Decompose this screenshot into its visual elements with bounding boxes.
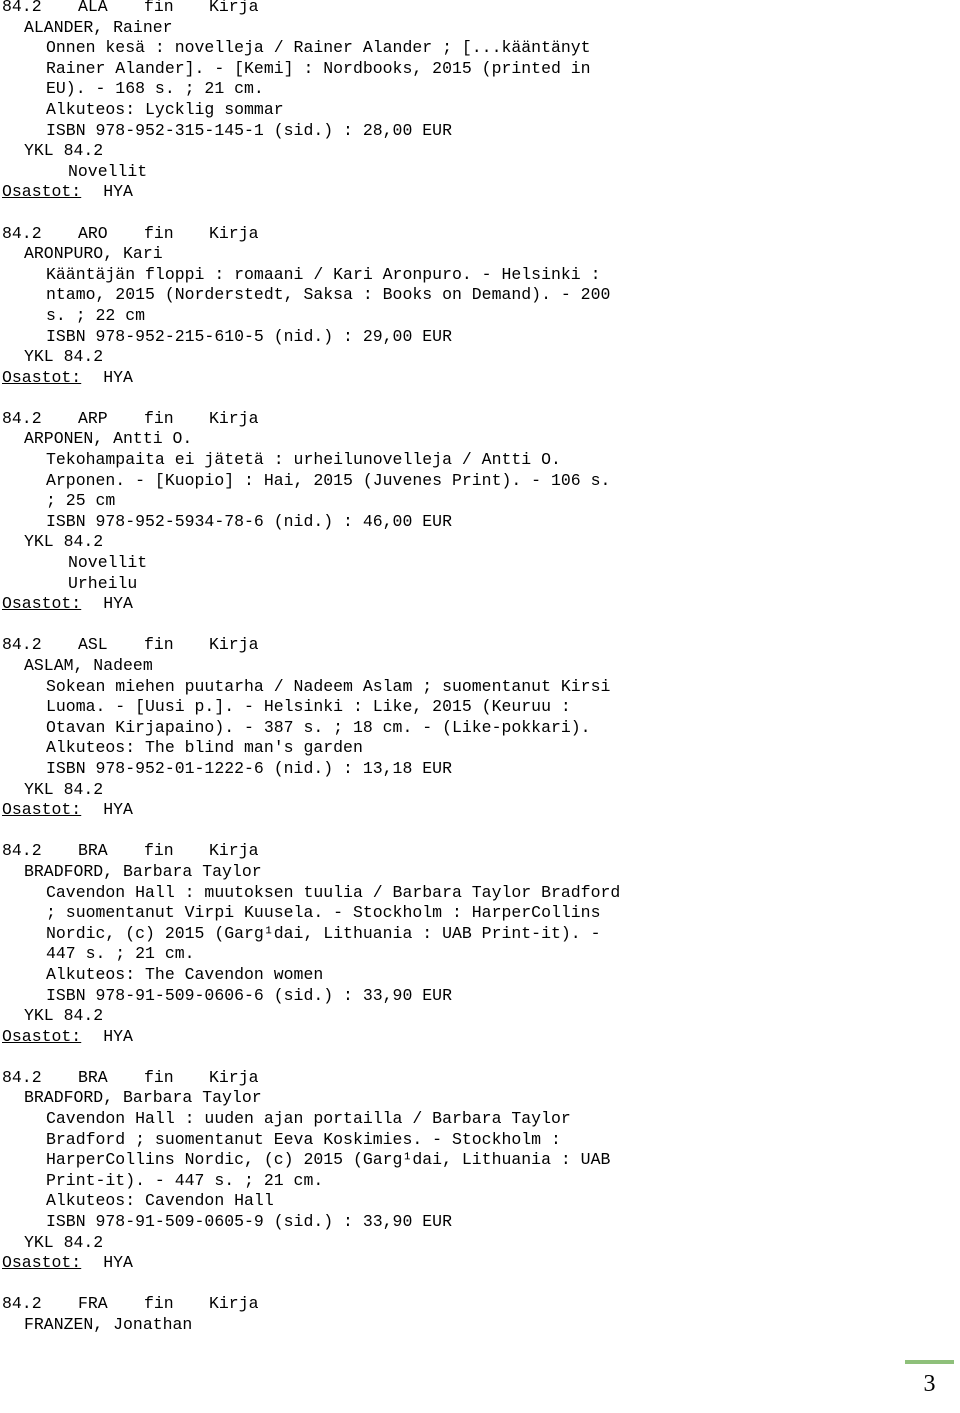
classification-code: 84.2	[2, 0, 42, 16]
entry-header	[2, 224, 942, 245]
description-line: Rainer Alander]. - [Kemi] : Nordbooks, 2015 (printed in	[46, 58, 591, 78]
subject-heading: Urheilu	[68, 573, 138, 593]
language-code: fin	[144, 1067, 174, 1087]
description-line: EU). - 168 s. ; 21 cm.	[46, 79, 264, 99]
entry-spacer	[2, 203, 942, 224]
description-line: s. ; 22 cm	[46, 305, 146, 325]
entry-spacer	[2, 1274, 942, 1295]
description-line: ISBN 978-952-5934-78-6 (nid.) : 46,00 EUR	[46, 511, 452, 531]
language-code: fin	[144, 408, 174, 428]
description-line: ; 25 cm	[46, 491, 116, 511]
material-type: Kirja	[209, 635, 259, 655]
description-line: ISBN 978-952-315-145-1 (sid.) : 28,00 EUR	[46, 120, 452, 140]
shelf-code: ARO	[78, 223, 108, 243]
description-line: Tekohampaita ei jätetä : urheilunovelleja / Antti O.	[46, 450, 561, 470]
description-line: ISBN 978-91-509-0605-9 (sid.) : 33,90 EUR	[46, 1212, 452, 1232]
author-name: ALANDER, Rainer	[24, 17, 173, 37]
classification-code: 84.2	[2, 635, 42, 655]
department-label: Osastot:	[2, 1253, 82, 1273]
classification-code: 84.2	[2, 1294, 42, 1314]
description-line: Cavendon Hall : uuden ajan portailla / Barbara Taylor	[46, 1109, 571, 1129]
department-value: HYA	[103, 594, 133, 614]
material-type: Kirja	[209, 841, 259, 861]
department-label: Osastot:	[2, 367, 82, 387]
entry-spacer	[2, 615, 942, 636]
ykl-class: YKL 84.2	[24, 532, 104, 552]
entry-header	[2, 635, 942, 656]
description-line: ntamo, 2015 (Norderstedt, Saksa : Books on Demand). - 200	[46, 285, 611, 305]
description-line: Arponen. - [Kuopio] : Hai, 2015 (Juvenes Print). - 106 s.	[46, 470, 611, 490]
entry-spacer	[2, 388, 942, 409]
shelf-code: ARP	[78, 408, 108, 428]
material-type: Kirja	[209, 1294, 259, 1314]
description-line: ISBN 978-91-509-0606-6 (sid.) : 33,90 EUR	[46, 985, 452, 1005]
material-type: Kirja	[209, 223, 259, 243]
catalog-entry	[2, 409, 942, 615]
language-code: fin	[144, 223, 174, 243]
language-code: fin	[144, 0, 174, 16]
description-line: Sokean miehen puutarha / Nadeem Aslam ; suomentanut Kirsi	[46, 676, 611, 696]
description-line: Cavendon Hall : muutoksen tuulia / Barbara Taylor Bradford	[46, 882, 621, 902]
description-line: Nordic, (c) 2015 (Garg¹dai, Lithuania : UAB Print-it). -	[46, 923, 601, 943]
description-line: Alkuteos: The Cavendon women	[46, 964, 324, 984]
ykl-class: YKL 84.2	[24, 1232, 104, 1252]
department-label: Osastot:	[2, 182, 82, 202]
description-line: ISBN 978-952-215-610-5 (nid.) : 29,00 EUR	[46, 326, 452, 346]
description-line: Onnen kesä : novelleja / Rainer Alander ; [...kääntänyt	[46, 38, 591, 58]
department-line	[2, 182, 942, 203]
description-line: Alkuteos: The blind man's garden	[46, 738, 363, 758]
ykl-class: YKL 84.2	[24, 1006, 104, 1026]
department-line	[2, 800, 942, 821]
description-line: HarperCollins Nordic, (c) 2015 (Garg¹dai, Lithuania : UAB	[46, 1150, 611, 1170]
description-line: ; suomentanut Virpi Kuusela. - Stockholm : HarperCollins	[46, 903, 601, 923]
department-value: HYA	[103, 1253, 133, 1273]
department-line	[2, 594, 942, 615]
author-name: ARPONEN, Antti O.	[24, 429, 193, 449]
entry-spacer	[2, 821, 942, 842]
author-name: FRANZEN, Jonathan	[24, 1315, 193, 1334]
department-label: Osastot:	[2, 1026, 82, 1046]
catalog-entry	[2, 1068, 942, 1274]
description-line: Luoma. - [Uusi p.]. - Helsinki : Like, 2015 (Keuruu :	[46, 697, 571, 717]
catalog-entry	[2, 0, 942, 203]
author-name: ASLAM, Nadeem	[24, 656, 153, 675]
shelf-code: ASL	[78, 635, 108, 655]
classification-code: 84.2	[2, 223, 42, 243]
shelf-code: BRA	[78, 1067, 108, 1087]
classification-code: 84.2	[2, 1067, 42, 1087]
department-label: Osastot:	[2, 800, 82, 820]
entry-spacer	[2, 1047, 942, 1068]
author-name: BRADFORD, Barbara Taylor	[24, 861, 262, 881]
ykl-class: YKL 84.2	[24, 347, 104, 367]
department-value: HYA	[103, 182, 133, 202]
entry-header	[2, 841, 942, 862]
department-label: Osastot:	[2, 594, 82, 614]
material-type: Kirja	[209, 1067, 259, 1087]
author-name: ARONPURO, Kari	[24, 244, 163, 264]
shelf-code: FRA	[78, 1294, 108, 1314]
entry-header	[2, 409, 942, 430]
classification-code: 84.2	[2, 408, 42, 428]
shelf-code: ALA	[78, 0, 108, 16]
language-code: fin	[144, 1294, 174, 1314]
department-value: HYA	[103, 367, 133, 387]
ykl-class: YKL 84.2	[24, 779, 104, 799]
ykl-class: YKL 84.2	[24, 141, 104, 161]
page-number	[905, 1360, 954, 1405]
description-line: Alkuteos: Lycklig sommar	[46, 99, 284, 119]
material-type: Kirja	[209, 0, 259, 16]
subject-heading: Novellit	[68, 161, 148, 181]
description-line: Alkuteos: Cavendon Hall	[46, 1191, 274, 1211]
description-line: Bradford ; suomentanut Eeva Koskimies. - Stockholm :	[46, 1129, 561, 1149]
catalog-entry	[2, 635, 942, 820]
department-line	[2, 1027, 942, 1048]
description-line: Kääntäjän floppi : romaani / Kari Aronpuro. - Helsinki :	[46, 264, 601, 284]
entry-header	[2, 1068, 942, 1089]
description-line: 447 s. ; 21 cm.	[46, 944, 195, 964]
catalog-entry	[2, 1294, 942, 1335]
catalog-listing	[2, 0, 942, 1336]
catalog-entry	[2, 841, 942, 1047]
author-name: BRADFORD, Barbara Taylor	[24, 1088, 262, 1108]
subject-heading: Novellit	[68, 553, 148, 573]
language-code: fin	[144, 635, 174, 655]
material-type: Kirja	[209, 408, 259, 428]
shelf-code: BRA	[78, 841, 108, 861]
entry-header	[2, 1294, 942, 1315]
description-line: Otavan Kirjapaino). - 387 s. ; 18 cm. - (Like-pokkari).	[46, 717, 591, 737]
classification-code: 84.2	[2, 841, 42, 861]
department-line	[2, 1253, 942, 1274]
department-line	[2, 368, 942, 389]
department-value: HYA	[103, 1026, 133, 1046]
department-value: HYA	[103, 800, 133, 820]
description-line: ISBN 978-952-01-1222-6 (nid.) : 13,18 EUR	[46, 758, 452, 778]
page-number-text: 3	[923, 1371, 936, 1397]
language-code: fin	[144, 841, 174, 861]
catalog-entry	[2, 224, 942, 389]
entry-header	[2, 0, 942, 18]
description-line: Print-it). - 447 s. ; 21 cm.	[46, 1170, 324, 1190]
